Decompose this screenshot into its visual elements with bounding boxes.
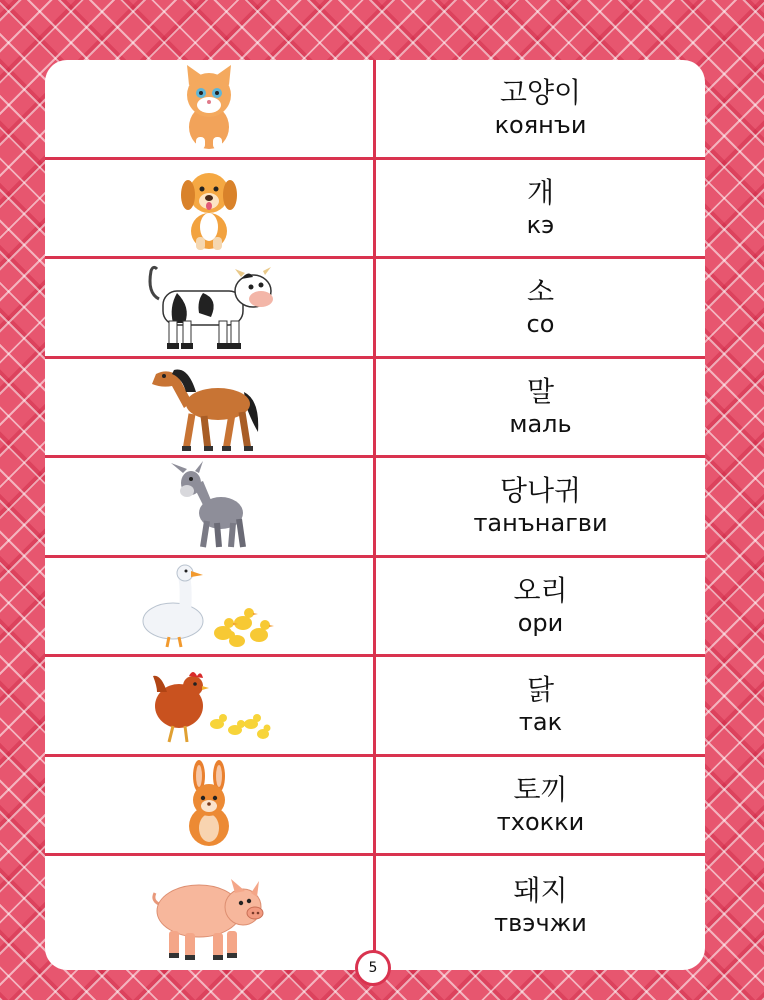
korean-word: 말	[526, 374, 555, 408]
korean-word: 닭	[526, 673, 555, 707]
korean-word: 개	[526, 175, 555, 209]
pig-picture	[45, 856, 373, 970]
korean-word: 오리	[513, 573, 568, 607]
transcription: ори	[517, 608, 564, 637]
korean-word: 돼지	[513, 874, 568, 907]
duck-picture	[45, 558, 373, 655]
cow-picture	[45, 259, 373, 356]
vocabulary-card	[45, 60, 705, 970]
hen-picture	[45, 657, 373, 754]
row-cow	[45, 259, 705, 359]
row-hen	[45, 657, 705, 757]
rabbit-picture	[45, 757, 373, 854]
row-horse	[45, 359, 705, 459]
horse-picture	[45, 359, 373, 456]
transcription: со	[526, 310, 555, 339]
dog-picture	[45, 160, 373, 257]
korean-word: 토끼	[513, 772, 568, 806]
page-number: 5	[355, 950, 391, 986]
korean-word: 고양이	[499, 76, 582, 110]
transcription: коянъи	[494, 111, 587, 140]
transcription: кэ	[526, 210, 555, 239]
transcription: танънагви	[473, 509, 608, 538]
row-cat	[45, 60, 705, 160]
korean-word: 소	[526, 275, 555, 309]
row-duck	[45, 558, 705, 658]
donkey-picture	[45, 458, 373, 555]
row-donkey	[45, 458, 705, 558]
transcription: так	[518, 708, 563, 737]
cat-picture	[45, 60, 373, 157]
row-dog	[45, 160, 705, 260]
row-rabbit	[45, 757, 705, 857]
korean-word: 당나귀	[499, 474, 582, 508]
transcription: маль	[509, 409, 572, 438]
transcription: твэчжи	[494, 909, 587, 937]
transcription: тхокки	[496, 807, 585, 836]
